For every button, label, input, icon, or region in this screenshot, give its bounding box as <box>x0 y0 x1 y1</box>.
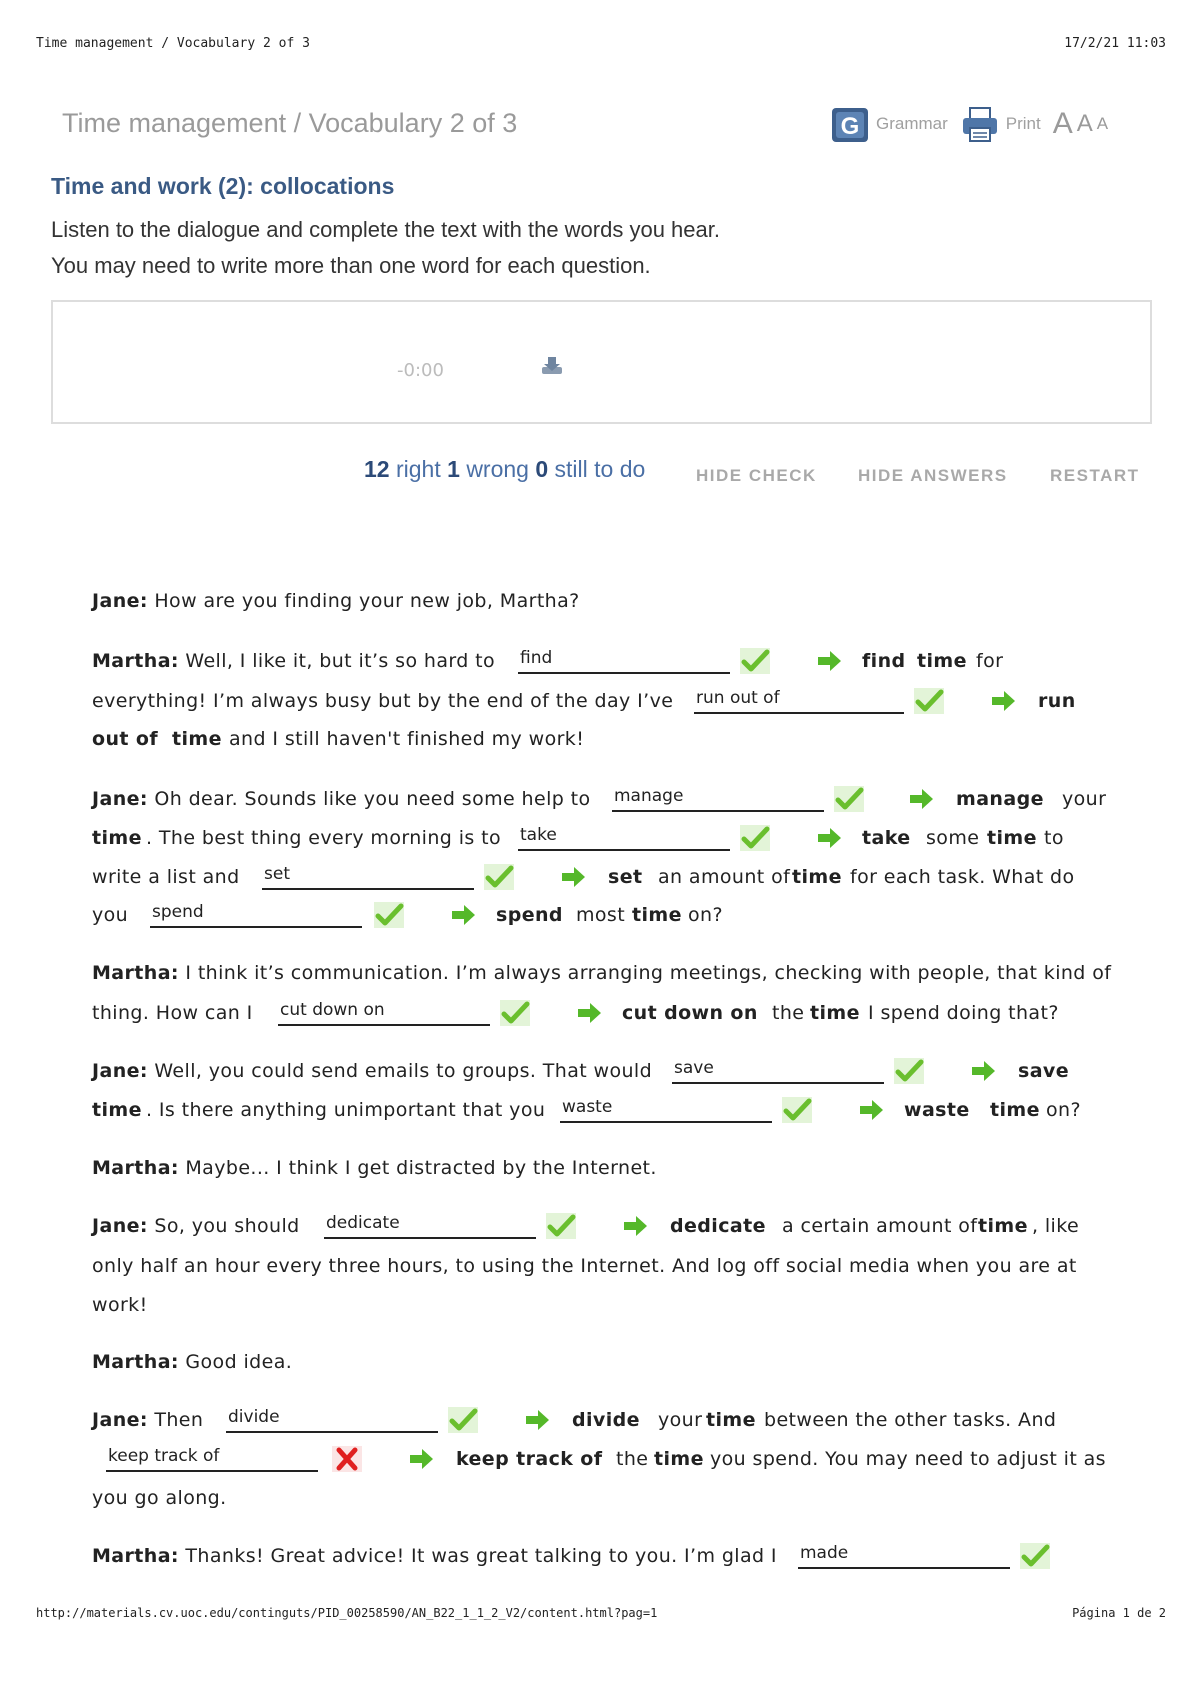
correct-mark <box>546 1213 576 1239</box>
todo-label: still to do <box>554 456 646 482</box>
line-text: Well, I like it, but it’s so hard to <box>185 650 496 672</box>
line-text: your <box>1062 788 1107 810</box>
check-icon <box>500 1000 530 1026</box>
speaker: Jane: <box>92 1060 148 1082</box>
arrow-right-icon <box>816 650 842 672</box>
answer-input[interactable] <box>798 1541 1014 1565</box>
answer-gap[interactable] <box>798 1541 1010 1569</box>
arrow-right-icon <box>450 904 476 926</box>
correct-answer: cut down on <box>622 1002 758 1024</box>
correct-mark <box>834 786 864 812</box>
dialogue-line <box>92 998 1059 1028</box>
answer-input[interactable] <box>150 900 366 924</box>
arrow-right-icon <box>816 827 842 849</box>
dialogue-line <box>92 1056 1070 1086</box>
font-size-medium[interactable]: A <box>1076 110 1093 137</box>
download-icon[interactable] <box>541 354 563 376</box>
answer-input[interactable] <box>518 646 734 670</box>
answer-gap[interactable] <box>150 900 362 928</box>
line-text: . The best thing every morning is to <box>146 827 501 849</box>
dialogue-line <box>92 1153 657 1183</box>
correct-answer: find <box>862 650 906 672</box>
print-footer-url: http://materials.cv.uoc.edu/continguts/PID_00258590/AN_B22_1_1_2_V2/content.html?pag=1 <box>36 1606 658 1620</box>
line-text: So, you should <box>154 1215 300 1237</box>
time-word: time <box>978 1215 1028 1237</box>
print-footer-page: Página 1 de 2 <box>1072 1606 1166 1620</box>
speaker: Martha: <box>92 650 179 672</box>
speaker: Martha: <box>92 962 179 984</box>
correct-mark <box>740 648 770 674</box>
line-text: Well, you could send emails to groups. That would <box>154 1060 653 1082</box>
section-title: Time and work (2): collocations <box>51 173 395 199</box>
arrow-right-icon <box>622 1215 648 1237</box>
check-icon <box>740 825 770 851</box>
correct-answer: divide <box>572 1409 640 1431</box>
answer-gap[interactable] <box>106 1444 318 1472</box>
line-text: Oh dear. Sounds like you need some help to <box>154 788 591 810</box>
answer-gap[interactable] <box>262 862 474 890</box>
restart-button[interactable]: RESTART <box>1050 466 1140 485</box>
font-size-small[interactable]: A <box>1096 114 1109 133</box>
right-count: 12 <box>364 456 390 482</box>
correct-answer: save <box>1018 1060 1070 1082</box>
correct-mark <box>740 825 770 851</box>
line-text: thing. How can I <box>92 1002 253 1024</box>
line-text: you spend. You may need to adjust it as <box>710 1448 1106 1470</box>
answer-gap[interactable] <box>672 1056 884 1084</box>
dialogue-line <box>92 586 580 616</box>
answer-input[interactable] <box>278 998 494 1022</box>
arrow-right-icon <box>524 1409 550 1431</box>
check-icon <box>834 786 864 812</box>
wrong-mark <box>332 1446 362 1472</box>
line-text: Thanks! Great advice! It was great talking to you. I’m glad I <box>185 1545 777 1567</box>
dialogue-line <box>92 1290 148 1320</box>
line-text: . Is there anything unimportant that you <box>146 1099 546 1121</box>
check-icon <box>484 864 514 890</box>
correct-answer: keep track of <box>456 1448 603 1470</box>
time-word: time <box>92 827 142 849</box>
answer-gap[interactable] <box>324 1211 536 1239</box>
line-text: the <box>616 1448 649 1470</box>
correct-mark <box>894 1058 924 1084</box>
answer-input[interactable] <box>106 1444 322 1468</box>
arrow-right-icon <box>560 866 586 888</box>
answer-gap[interactable] <box>612 784 824 812</box>
check-icon <box>894 1058 924 1084</box>
line-text: some <box>926 827 980 849</box>
speaker: Martha: <box>92 1545 179 1567</box>
dialogue-line <box>92 686 1076 716</box>
check-icon <box>546 1213 576 1239</box>
arrow-right-icon <box>576 1002 602 1024</box>
time-word: time <box>654 1448 704 1470</box>
print-header-date: 17/2/21 11:03 <box>1064 36 1166 51</box>
speaker: Jane: <box>92 1215 148 1237</box>
line-text: between the other tasks. And <box>764 1409 1057 1431</box>
print-header-title: Time management / Vocabulary 2 of 3 <box>36 36 310 51</box>
font-size-large[interactable]: A <box>1052 107 1073 140</box>
toolbar <box>830 104 1112 144</box>
line-text: I think it’s communication. I’m always arranging meetings, checking with people, that kind of <box>185 962 1112 984</box>
dialogue-line <box>92 1211 1080 1241</box>
dialogue-line <box>92 1251 1077 1281</box>
time-word: time <box>92 1099 142 1121</box>
line-text: and I still haven't finished my work! <box>229 728 585 750</box>
arrow-right-icon <box>858 1099 884 1121</box>
speaker: Jane: <box>92 1409 148 1431</box>
line-text: the <box>772 1002 805 1024</box>
line-text: on? <box>1046 1099 1081 1121</box>
hide-check-button[interactable]: HIDE CHECK <box>696 466 817 485</box>
answer-gap[interactable] <box>518 646 730 674</box>
time-word: time <box>990 1099 1040 1121</box>
answer-input[interactable] <box>518 823 734 847</box>
dialogue-line <box>92 1405 1057 1435</box>
line-text: Good idea. <box>185 1351 293 1373</box>
line-text: only half an hour every three hours, to using the Internet. And log off social media when you are at <box>92 1255 1077 1277</box>
correct-answer: manage <box>956 788 1044 810</box>
svg-text:G: G <box>840 113 860 140</box>
line-text: a certain amount of <box>782 1215 978 1237</box>
grammar-icon[interactable] <box>830 104 870 144</box>
time-word: time <box>917 650 967 672</box>
correct-answer: waste <box>904 1099 970 1121</box>
line-text: most <box>576 904 626 926</box>
dialogue-line <box>92 1347 292 1377</box>
time-word: time <box>172 728 222 750</box>
line-text: work! <box>92 1294 148 1316</box>
line-text: I spend doing that? <box>868 1002 1059 1024</box>
time-word: time <box>987 827 1037 849</box>
line-text: to <box>1044 827 1064 849</box>
speaker: Jane: <box>92 788 148 810</box>
dialogue-line <box>92 784 1107 814</box>
dialogue-line <box>92 862 1075 892</box>
correct-mark <box>374 902 404 928</box>
todo-count: 0 <box>535 456 549 482</box>
correct-answer: take <box>862 827 911 849</box>
time-word: time <box>706 1409 756 1431</box>
dialogue-line <box>92 1541 777 1571</box>
correct-answer: run <box>1038 690 1076 712</box>
time-word: time <box>632 904 682 926</box>
arrow-right-icon <box>408 1448 434 1470</box>
arrow-right-icon <box>908 788 934 810</box>
answer-input[interactable] <box>262 862 478 886</box>
instruction-text-1: Listen to the dialogue and complete the text with the words you hear. <box>51 217 720 242</box>
answer-input[interactable] <box>324 1211 540 1235</box>
line-text: How are you finding your new job, Martha? <box>154 590 580 612</box>
answer-input[interactable] <box>694 686 908 710</box>
correct-mark <box>782 1097 812 1123</box>
answer-gap[interactable] <box>694 686 904 714</box>
audio-time: -0:00 <box>397 360 444 381</box>
correct-mark <box>1020 1543 1050 1569</box>
line-text: for <box>976 650 1004 672</box>
correct-answer: spend <box>496 904 563 926</box>
print-icon[interactable] <box>960 104 1000 144</box>
wrong-count: 1 <box>447 456 460 482</box>
correct-answer: out of <box>92 728 158 750</box>
check-icon <box>740 648 770 674</box>
check-icon <box>914 688 944 714</box>
time-word: time <box>810 1002 860 1024</box>
correct-mark <box>500 1000 530 1026</box>
line-text: Then <box>154 1409 204 1431</box>
answer-input[interactable] <box>672 1056 888 1080</box>
check-icon <box>1020 1543 1050 1569</box>
correct-mark <box>914 688 944 714</box>
line-text: everything! I’m always busy but by the end of the day I’ve <box>92 690 674 712</box>
speaker: Jane: <box>92 590 148 612</box>
cross-icon <box>332 1446 362 1472</box>
line-text: your <box>658 1409 703 1431</box>
speaker: Martha: <box>92 1157 179 1179</box>
dialogue-line <box>92 958 1111 988</box>
answer-gap[interactable] <box>226 1405 438 1433</box>
time-word: time <box>792 866 842 888</box>
dialogue-line <box>92 646 1004 676</box>
dialogue-line <box>92 1483 227 1513</box>
line-text: an amount of <box>658 866 791 888</box>
correct-answer: set <box>608 866 643 888</box>
wrong-label: wrong <box>466 456 529 482</box>
speaker: Martha: <box>92 1351 179 1373</box>
line-text: you go along. <box>92 1487 227 1509</box>
check-icon <box>448 1407 478 1433</box>
line-text: , like <box>1032 1215 1080 1237</box>
line-text: for each task. What do <box>850 866 1075 888</box>
dialogue-line <box>92 900 723 930</box>
audio-player[interactable] <box>51 300 1152 424</box>
print-label[interactable]: Print <box>1005 114 1041 133</box>
score-summary <box>364 456 645 483</box>
line-text: you <box>92 904 129 926</box>
answer-input[interactable] <box>560 1095 776 1119</box>
line-text: on? <box>688 904 723 926</box>
answer-gap[interactable] <box>560 1095 772 1123</box>
answer-input[interactable] <box>612 784 828 808</box>
line-text: write a list and <box>92 866 240 888</box>
check-icon <box>782 1097 812 1123</box>
page-title: Time management / Vocabulary 2 of 3 <box>62 108 518 138</box>
correct-answer: dedicate <box>670 1215 766 1237</box>
instruction-text-2: You may need to write more than one word for each question. <box>51 253 651 278</box>
correct-mark <box>484 864 514 890</box>
right-label: right <box>395 456 441 482</box>
arrow-right-icon <box>970 1060 996 1082</box>
answer-input[interactable] <box>226 1405 442 1429</box>
correct-mark <box>448 1407 478 1433</box>
hide-answers-button[interactable]: HIDE ANSWERS <box>858 466 1008 485</box>
grammar-label[interactable]: Grammar <box>876 114 948 133</box>
answer-gap[interactable] <box>278 998 490 1026</box>
arrow-right-icon <box>990 690 1016 712</box>
check-icon <box>374 902 404 928</box>
answer-gap[interactable] <box>518 823 730 851</box>
line-text: Maybe... I think I get distracted by the Internet. <box>185 1157 657 1179</box>
